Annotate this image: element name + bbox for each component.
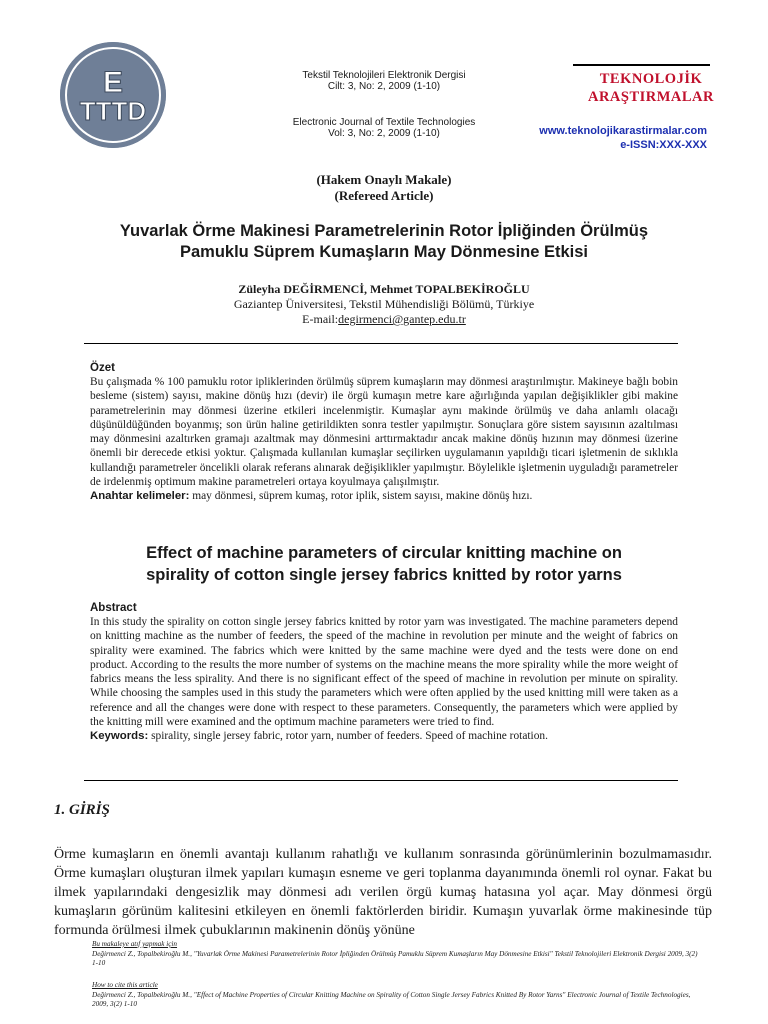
article-type-en: (Refereed Article): [334, 188, 434, 203]
affiliation: Gaziantep Üniversitesi, Tekstil Mühendisliği Bölümü, Türkiye: [233, 297, 535, 311]
brand-name: [555, 70, 747, 106]
section-heading-giris: 1. GİRİŞ: [54, 802, 110, 818]
brand-line-2: ARAŞTIRMALAR: [587, 89, 715, 105]
ozet-text: Bu çalışmada % 100 pamuklu rotor ipliklerinden örülmüş süprem kumaşların may dönmesi araştırılmıştır. Makineye bağlı bobin besleme (sistem) sayısı, makine dönüş hızı (devir) ile örgü kumaşın metre kare ağırlığında yapılan değişiklikler gibi makine parametrelerinin may dönmesi üzerine etkileri incelenmiştir. Kumaşlar aynı makinde örülmüş ve daha anlamlı olacağı düşünüldüğünden boyanmış; son ürün haline getirildikten sonra testler yapılmıştır. Sonuçlara göre sistem sayısının azaltılması may dönmesini azaltırken gramajı azaltmak may dönmesini arttırmaktadır ancak makine dönüş hızının may dönmesi üzerine önemli bir derecede etkisi yoktur. Çalışmada kullanılan kumaşlar seçilirken uygulamanın yapıldığı ticari işletmenin de sıklıkla kullandığı parametreler öncelikli olarak referans alınarak değişiklikler yapılmıştır. Böylelikle işletmenin uyguladığı parametreler de irdelenmiş optimum makine parametreleri ortaya koyulmaya çalışılmıştır.: [90, 376, 678, 489]
divider-top: [84, 343, 678, 344]
article-title-tr: [0, 221, 768, 263]
journal-issue-en: Vol: 3, No: 2, 2009 (1-10): [328, 128, 440, 139]
brand-contact: [495, 124, 707, 152]
citation-tr-label: Bu makaleye atıf yapmak için: [92, 940, 178, 948]
divider-bottom: [84, 780, 678, 781]
email-link[interactable]: degirmenci@gantep.edu.tr: [338, 312, 466, 326]
abstract-section: [90, 601, 678, 744]
citation-en-text: Değirmenci Z., Topalbekiroğlu M., "Effect of Machine Properties of Circular Knitting Machine on Spirality of Cotton Single Jersey Fabrics Knitted By Rotor Yarns" Electronic Journal of Textile Technologies, 2009, 3(2) 1-10: [92, 990, 691, 1008]
abstract-keywords-text: spirality, single jersey fabric, rotor yarn, number of feeders. Speed of machine rotation.: [151, 730, 548, 743]
ozet-keywords-text: may dönmesi, süprem kumaş, rotor iplik, sistem sayısı, makine dönüş hızı.: [192, 490, 533, 503]
citation-en-label: How to cite this article: [92, 981, 158, 989]
issn-label: e-ISSN:XXX-XXX: [620, 139, 707, 151]
title-en-line-1: Effect of machine parameters of circular knitting machine on: [146, 544, 622, 562]
authors: Züleyha DEĞİRMENCİ, Mehmet TOPALBEKİROĞLU: [238, 282, 530, 296]
website-link[interactable]: www.teknolojikarastirmalar.com: [539, 125, 707, 137]
abstract-text: In this study the spirality on cotton single jersey fabrics knitted by rotor yarn was investigated. The machine parameters depend on knitting machine as the number of feeders, the speed of the machine in revolution per minute and the weight of fabrics on spirality were examined. The fabrics which were knitted by the same machine were dyed and the tests were done on end product. According to the results the more number of systems on the machine means the more spirality while the more weight of fabrics means the less spirality. And there is no significant effect of the speed of machine in revolution per minute on spirality. While choosing the samples used in this study the parameters which were often applied by the used knitting mill were taken as a reference and all the changes were done with respect to these parameters. Consequently, the parameters which were applied by the knitting mill were examined and the optimum machine parameters were tried to find.: [90, 616, 678, 729]
title-en-line-2: spirality of cotton single jersey fabrics knitted by rotor yarns: [146, 566, 622, 584]
abstract-keywords: [90, 729, 678, 743]
article-title-en: [0, 542, 768, 586]
ozet-heading: Özet: [90, 362, 115, 374]
article-type-tr: (Hakem Onaylı Makale): [316, 172, 452, 187]
article-type: [0, 172, 768, 204]
contact-email: [0, 312, 768, 327]
citation-en: [92, 981, 698, 1010]
logo-text: TTTD: [79, 96, 147, 126]
brand-line-1: TEKNOLOJİK: [599, 71, 703, 87]
journal-name-tr: Tekstil Teknolojileri Elektronik Dergisi: [302, 70, 466, 81]
title-tr-line-1: Yuvarlak Örme Makinesi Parametrelerinin Rotor İpliğinden Örülmüş: [119, 222, 649, 240]
email-label: E-mail:: [302, 312, 339, 326]
journal-issue-tr: Cilt: 3, No: 2, 2009 (1-10): [327, 81, 441, 92]
svg-text:E: E: [102, 66, 124, 99]
brand-top-rule: [573, 64, 710, 66]
citation-tr: [92, 940, 698, 969]
intro-paragraph: Örme kumaşların en önemli avantajı kullanım rahatlığı ve kullanım sonrasında görünümlerinin bozulmamasıdır. Örme kumaşları oluşturan ilmek yapıları kumaşın esneme ve geri toplanma dayanımında önemli rol oynar. Fakat bu ilmek yapılarındaki dengesizlik may dönmesi adı verilen örgü kumaş hatasına yol açar. May dönmesi örgü kumaşların görünüm kalitesini etkileyen en önemli faktörlerden biridir. Kumaşın yuvarlak örme makinesinde tüp formunda örülmesi ilmek çubuklarının makinenin dönüş yönüne: [54, 847, 712, 938]
abstract-keywords-label: Keywords:: [90, 730, 149, 743]
title-tr-line-2: Pamuklu Süprem Kumaşların May Dönmesine Etkisi: [179, 243, 589, 261]
citation-tr-text: Değirmenci Z., Topalbekiroğlu M., "Yuvarlak Örme Makinesi Parametrelerinin Rotor İpliğinden Örülmüş Pamuklu Süprem Kumaşların May Dönmesine Etkisi" Tekstil Teknolojileri Elektronik Dergisi 2009, 3(2) 1-10: [92, 949, 698, 967]
ozet-keywords: [90, 489, 678, 503]
journal-name-en: Electronic Journal of Textile Technologies: [292, 117, 476, 128]
abstract-heading: Abstract: [90, 602, 137, 614]
ozet-keywords-label: Anahtar kelimeler:: [90, 490, 190, 503]
ozet-section: [90, 361, 678, 504]
